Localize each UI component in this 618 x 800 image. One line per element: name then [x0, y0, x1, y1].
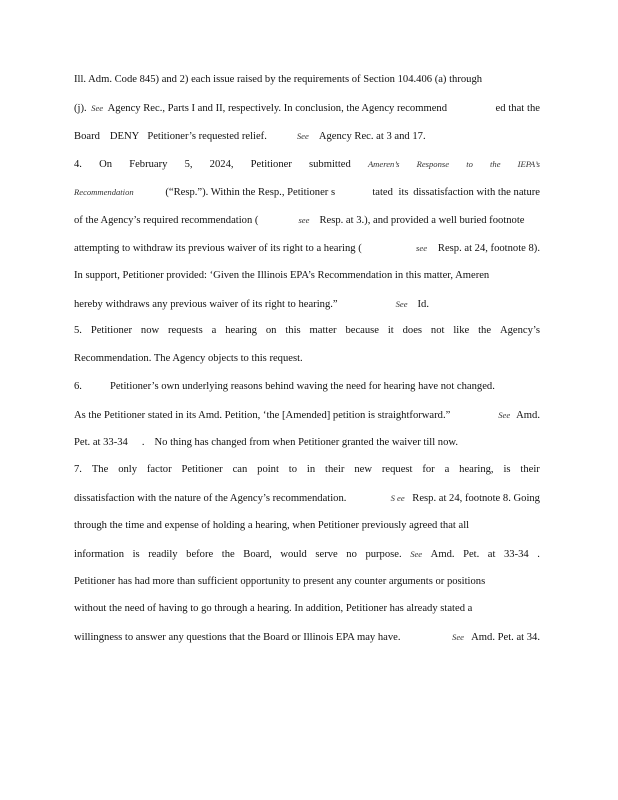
- text-segment: no: [346, 549, 357, 560]
- text-segment: Ill. Adm. Code 845) and 2) each issue raised by the requirements of Section 104.406 (a) through: [74, 74, 483, 85]
- document-title-italic: Response: [416, 159, 450, 169]
- text-segment: Resp. at 24, footnote 8. Going: [412, 493, 540, 504]
- text-segment: Petitioner: [90, 325, 133, 336]
- text-segment: Agency’s: [499, 325, 540, 336]
- text-segment: Amd.: [430, 549, 455, 560]
- text-segment: Petitioner’s requested relief.: [147, 131, 267, 142]
- citation-signal: See: [452, 632, 464, 642]
- citation-signal: S ee: [390, 493, 405, 503]
- text-segment: Board: [74, 131, 100, 142]
- text-segment: DENY: [109, 131, 140, 142]
- text-segment: is: [503, 464, 511, 475]
- text-segment: requests: [168, 325, 203, 336]
- text-line: [74, 630, 540, 644]
- text-line: [74, 324, 540, 338]
- text-segment: hearing,: [459, 464, 494, 475]
- text-segment: now: [140, 325, 160, 336]
- text-segment: Agency Rec. at 3 and 17.: [318, 131, 426, 142]
- text-segment: Petitioner’s own underlying reasons behind waving the need for hearing have not changed.: [109, 381, 495, 392]
- text-segment: 33-34: [504, 549, 529, 560]
- text-segment: willingness to answer any questions that the Board or Illinois EPA may have.: [74, 632, 401, 643]
- text-segment: new: [354, 464, 372, 475]
- text-segment: this: [285, 325, 301, 336]
- text-segment: hearing: [225, 325, 257, 336]
- document-title-italic: Recommendation: [74, 187, 134, 197]
- text-line: [74, 436, 540, 450]
- text-segment: request: [381, 464, 413, 475]
- text-segment: Board,: [243, 549, 272, 560]
- text-line: [74, 73, 540, 87]
- text-segment: only: [118, 464, 138, 475]
- text-line: [74, 547, 540, 561]
- text-segment: dissatisfaction with the nature: [413, 187, 540, 198]
- text-segment: through the time and expense of holding a hearing, when Petitioner previously agreed that all: [74, 520, 470, 531]
- text-line: [74, 213, 540, 227]
- text-segment: to: [288, 464, 298, 475]
- citation-signal: See: [395, 299, 408, 309]
- text-segment: it: [387, 325, 394, 336]
- text-segment: would: [280, 549, 307, 560]
- text-segment: its: [398, 187, 409, 198]
- text-segment: Resp. at 24, footnote 8).: [437, 243, 540, 254]
- citation-signal: See: [410, 549, 423, 559]
- text-segment: (j).: [74, 103, 87, 114]
- paragraph-number: 5.: [74, 325, 82, 336]
- text-line: [74, 575, 540, 589]
- text-segment: (“Resp.”). Within the Resp., Petitioner s: [165, 187, 336, 198]
- text-line: [74, 352, 540, 366]
- text-segment: the: [221, 549, 235, 560]
- text-segment: Petitioner: [250, 159, 292, 170]
- text-segment: the: [478, 325, 492, 336]
- text-segment: Resp. at 3.), and provided a well buried footnote: [319, 215, 525, 226]
- text-segment: ed: [495, 103, 506, 114]
- paragraph-number: 7.: [74, 464, 82, 475]
- document-title-italic: to: [466, 159, 473, 169]
- text-segment: not: [430, 325, 445, 336]
- text-segment: point: [257, 464, 279, 475]
- text-line: [74, 297, 540, 311]
- text-segment: their: [325, 464, 345, 475]
- text-segment: 2024,: [209, 159, 234, 170]
- text-segment: No thing has changed from when Petitioner granted the waiver till now.: [154, 437, 459, 448]
- text-segment: their: [520, 464, 540, 475]
- text-segment: serve: [315, 549, 338, 560]
- text-line: [74, 519, 540, 533]
- text-segment: Amd. Pet. at 34.: [471, 632, 540, 643]
- document-title-italic: Ameren’s: [367, 159, 400, 169]
- citation-signal: see: [416, 243, 428, 253]
- text-segment: in: [306, 464, 316, 475]
- text-segment: like: [453, 325, 470, 336]
- text-segment: a: [211, 325, 217, 336]
- citation-signal: see: [298, 215, 310, 225]
- text-segment: before: [186, 549, 214, 560]
- text-segment: of the Agency’s required recommendation (: [74, 215, 259, 226]
- text-segment: February: [129, 159, 168, 170]
- text-segment: readily: [148, 549, 178, 560]
- text-segment: On: [99, 159, 113, 170]
- text-line: [74, 491, 540, 505]
- text-segment: that: [508, 103, 525, 114]
- text-segment: Pet.: [463, 549, 480, 560]
- text-segment: In support, Petitioner provided: ‘Given the Illinois EPA’s Recommendation in this matter, Ameren: [74, 270, 490, 281]
- text-line: [74, 602, 540, 616]
- citation-signal: See: [296, 131, 309, 141]
- text-line: [74, 157, 540, 171]
- text-segment: dissatisfaction with the nature of the Agency’s recommendation.: [74, 493, 347, 504]
- text-segment: submitted: [309, 159, 351, 170]
- text-segment: tated: [372, 187, 393, 198]
- document-title-italic: IEPA’s: [517, 159, 540, 169]
- text-segment: hereby withdraws any previous waiver of its right to hearing.”: [74, 299, 338, 310]
- citation-signal: See: [91, 103, 104, 113]
- text-segment: can: [232, 464, 248, 475]
- text-segment: Id.: [417, 299, 430, 310]
- text-line: [74, 463, 540, 477]
- text-segment: factor: [146, 464, 172, 475]
- text-segment: attempting to withdraw its previous waiver of its right to a hearing (: [74, 243, 362, 254]
- text-segment: Agency Rec., Parts I and II, respectively. In conclusion, the Agency recommend: [107, 103, 448, 114]
- text-segment: the: [527, 103, 540, 114]
- text-segment: Petitioner has had more than sufficient opportunity to present any counter arguments or positions: [74, 576, 486, 587]
- text-segment: Pet. at 33-34: [74, 437, 128, 448]
- text-segment: Amd.: [516, 410, 540, 421]
- document-title-italic: the: [490, 159, 501, 169]
- text-segment: because: [345, 325, 379, 336]
- text-segment: for: [422, 464, 435, 475]
- text-line: [74, 241, 540, 255]
- text-segment: Petitioner: [181, 464, 223, 475]
- text-line: [74, 380, 540, 394]
- text-segment: is: [132, 549, 140, 560]
- paragraph-number: 6.: [74, 381, 82, 392]
- text-segment: The: [91, 464, 109, 475]
- text-segment: purpose.: [365, 549, 402, 560]
- text-segment: .: [537, 549, 540, 560]
- text-segment: information: [74, 549, 125, 560]
- text-segment: Recommendation. The Agency objects to this request.: [74, 353, 303, 364]
- text-segment: .: [141, 437, 145, 448]
- text-line: [74, 408, 540, 422]
- text-segment: at: [487, 549, 496, 560]
- text-segment: matter: [309, 325, 337, 336]
- text-segment: a: [444, 464, 450, 475]
- citation-signal: See: [498, 410, 511, 420]
- text-line: [74, 129, 540, 143]
- text-segment: As the Petitioner stated in its Amd. Petition, ‘the [Amended] petition is straightforward.”: [74, 410, 451, 421]
- text-line: [74, 185, 540, 199]
- text-segment: does: [402, 325, 423, 336]
- paragraph-number: 4.: [74, 159, 82, 170]
- text-segment: 5,: [184, 159, 193, 170]
- text-line: [74, 101, 540, 115]
- text-segment: on: [265, 325, 277, 336]
- text-segment: without the need of having to go through a hearing. In addition, Petitioner has already stated a: [74, 603, 473, 614]
- text-line: [74, 269, 540, 283]
